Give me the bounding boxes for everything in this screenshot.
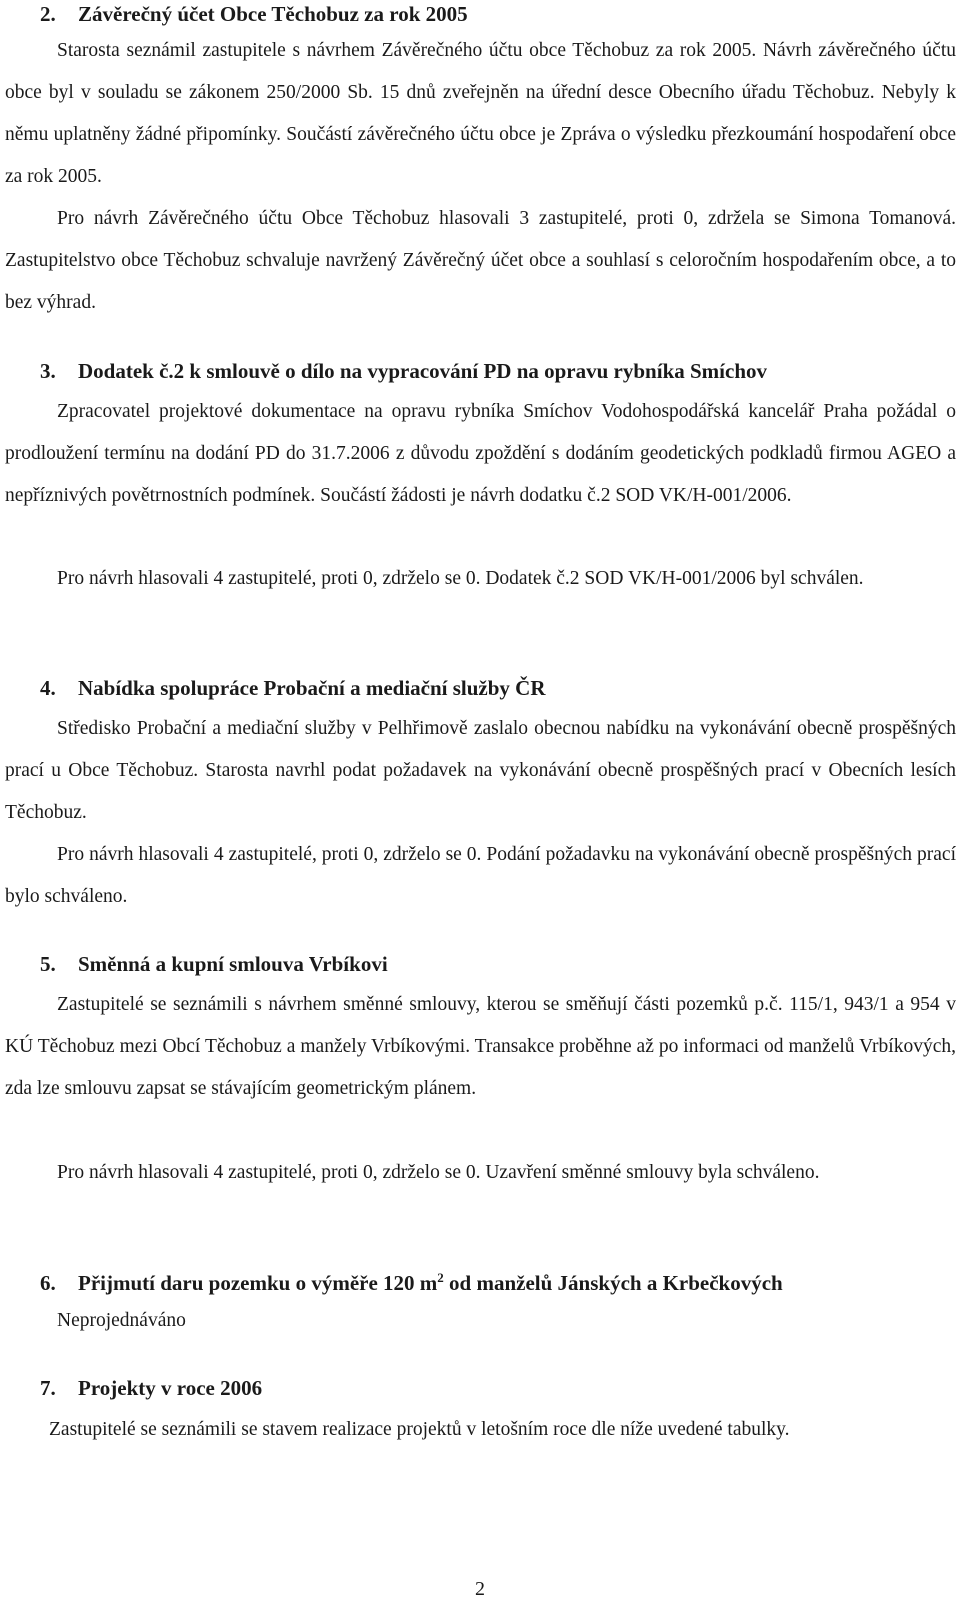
- paragraph: [5, 1409, 956, 1451]
- paragraph: [5, 984, 956, 1110]
- paragraph-text: Zastupitelé se seznámili s návrhem směnné smlouvy, kterou se směňují části pozemků p.č. 115/1, 943/1 a 954 v KÚ Těchobuz mezi Obcí Těchobuz a manžely Vrbíkovými. Transakce proběhne až po informaci od manželů Vrbíkových, zda lze smlouvu zapsat se stávajícím geometrickým plánem.: [5, 994, 956, 1099]
- section-2-heading: [40, 0, 468, 28]
- paragraph: [5, 708, 956, 834]
- section-6-heading: [40, 1264, 783, 1297]
- paragraph: [5, 391, 956, 517]
- section-note: Neprojednáváno: [57, 1310, 186, 1331]
- section-number: 2.: [40, 2, 56, 26]
- section-number: 6.: [40, 1271, 56, 1295]
- paragraph: [5, 30, 956, 198]
- section-title-rest: od manželů Jánských a Krbečkových: [443, 1271, 783, 1295]
- section-title: Závěrečný účet Obce Těchobuz za rok 2005: [78, 2, 468, 26]
- section-title: Dodatek č.2 k smlouvě o dílo na vypracování PD na opravu rybníka Smíchov: [78, 359, 768, 383]
- section-number: 3.: [40, 359, 56, 383]
- paragraph-text: Starosta seznámil zastupitele s návrhem Závěrečného účtu obce Těchobuz za rok 2005. Návrh závěrečného účtu obce byl v souladu se zákonem 250/2000 Sb. 15 dnů zveřejněn na úřední desce Obecního úřadu Těchobuz. Nebyly k němu uplatněny žádné připomínky. Součástí závěrečného účtu obce je Zpráva o výsledku přezkoumání hospodaření obce za rok 2005.: [5, 40, 956, 187]
- section-number: 4.: [40, 676, 56, 700]
- section-title: Projekty v roce 2006: [78, 1376, 263, 1400]
- paragraph-text: Pro návrh hlasovali 4 zastupitelé, proti 0, zdrželo se 0. Podání požadavku na vykonávání obecně prospěšných prací bylo schváleno.: [5, 844, 956, 907]
- paragraph-text: Zastupitelé se seznámili se stavem realizace projektů v letošním roce dle níže uvedené tabulky.: [49, 1419, 790, 1440]
- section-number: 5.: [40, 952, 56, 976]
- paragraph: [5, 558, 956, 600]
- section-4-heading: [40, 674, 546, 702]
- paragraph-text: Pro návrh hlasovali 4 zastupitelé, proti 0, zdrželo se 0. Dodatek č.2 SOD VK/H-001/2006 byl schválen.: [57, 568, 864, 589]
- section-title: Přijmutí daru pozemku o výměře 120 m: [78, 1271, 438, 1295]
- section-5-heading: [40, 950, 388, 978]
- paragraph: [5, 198, 956, 324]
- section-number: 7.: [40, 1376, 56, 1400]
- paragraph: [5, 834, 956, 918]
- section-title: Nabídka spolupráce Probační a mediační služby ČR: [78, 676, 546, 700]
- superscript: 2: [437, 1270, 444, 1285]
- section-7-heading: [40, 1374, 262, 1402]
- section-title: Směnná a kupní smlouva Vrbíkovi: [78, 952, 388, 976]
- paragraph-text: Pro návrh Závěrečného účtu Obce Těchobuz hlasovali 3 zastupitelé, proti 0, zdržela se Simona Tomanová. Zastupitelstvo obce Těchobuz schvaluje navržený Závěrečný účet obce a souhlasí s celoročním hospodařením obce, a to bez výhrad.: [5, 208, 956, 313]
- page-number: 2: [475, 1578, 485, 1600]
- paragraph-text: Středisko Probační a mediační služby v Pelhřimově zaslalo obecnou nabídku na vykonávání obecně prospěšných prací u Obce Těchobuz. Starosta navrhl podat požadavek na vykonávání obecně prospěšných prací v Obecních lesích Těchobuz.: [5, 718, 956, 823]
- paragraph: [5, 1152, 956, 1194]
- paragraph-text: Pro návrh hlasovali 4 zastupitelé, proti 0, zdrželo se 0. Uzavření směnné smlouvy byla schváleno.: [57, 1162, 820, 1183]
- section-3-heading: [40, 357, 767, 385]
- paragraph-text: Zpracovatel projektové dokumentace na opravu rybníka Smíchov Vodohospodářská kancelář Praha požádal o prodloužení termínu na dodání PD do 31.7.2006 z důvodu zpoždění s dodáním geodetických podkladů firmou AGEO a nepříznivých povětrnostních podmínek. Součástí žádosti je návrh dodatku č.2 SOD VK/H-001/2006.: [5, 401, 956, 506]
